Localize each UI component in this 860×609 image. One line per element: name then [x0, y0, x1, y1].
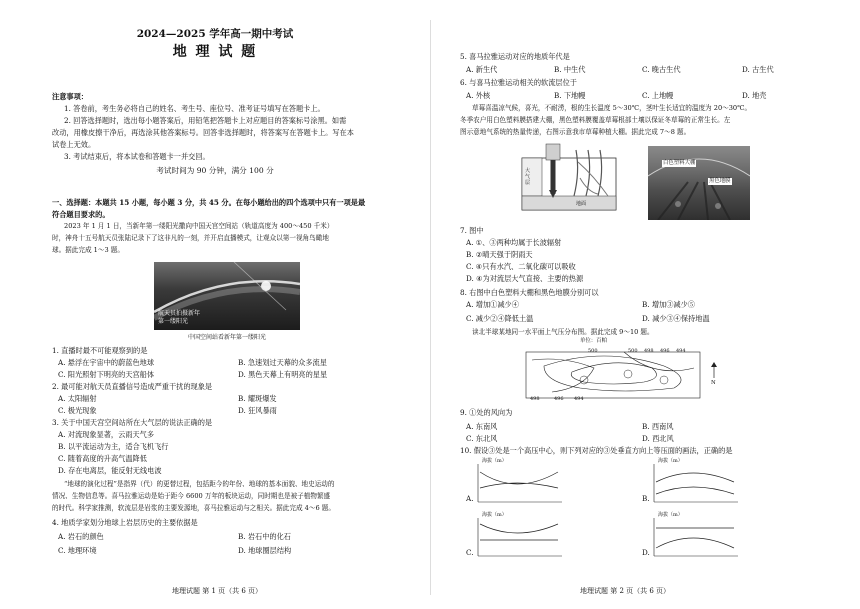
q9-option-a[interactable]: A. 东南风	[466, 422, 498, 431]
north-label: N	[711, 380, 716, 386]
q5-option-c[interactable]: C. 晚古生代	[642, 65, 681, 74]
q9-option-c[interactable]: C. 东北风	[466, 434, 498, 443]
isobar-graphic	[524, 338, 724, 402]
q9-option-b[interactable]: B. 西南风	[642, 422, 674, 431]
q9-stem: 9. ①处的风向为	[460, 408, 513, 417]
intro-3-line-3: 图示意地气系统的热量传递，右图示意我市草莓种植大棚。据此完成 7～8 题。	[460, 128, 691, 136]
q6-stem: 6. 与喜马拉雅运动相关的软流层位于	[460, 78, 577, 87]
isobar-bottom-label-3: 494	[574, 396, 584, 402]
q5-option-a[interactable]: A. 新生代	[466, 65, 498, 74]
q5-option-b[interactable]: B. 中生代	[554, 65, 586, 74]
heat-transfer-diagram	[514, 142, 622, 220]
q10-c-axis-label: 海拔（m）	[482, 512, 507, 518]
intro-1-line-2: 时，神舟十五号航天员张陆记录下了这非凡的一刻，并开启直播模式，让观众以第一视角鸟瞰地	[52, 234, 329, 242]
intro-3-line-2: 冬季农户用白色塑料膜搭建大棚，黑色塑料膜覆盖草莓根部土壤以保证冬草莓的正常生长。左	[460, 116, 731, 124]
q6-option-d[interactable]: D. 地壳	[742, 91, 767, 100]
q4-option-b[interactable]: B. 岩石中的化石	[238, 532, 291, 541]
q3-option-c[interactable]: C. 随着高度的升高气温降低	[58, 454, 147, 463]
isobar-bottom-label-1: 498	[530, 396, 540, 402]
q1-option-d[interactable]: D. 黑色天幕上有明亮的星星	[238, 370, 328, 379]
exam-year-heading: 2024—2025 学年高一期中考试	[136, 28, 294, 40]
q10-option-c[interactable]	[466, 512, 616, 560]
page-2-footer: 地理试题 第 2 页（共 6 页）	[580, 587, 671, 595]
isobar-top-label-2: 500	[628, 348, 638, 354]
q3-option-b[interactable]: B. 以平流运动为主，适合飞机飞行	[58, 442, 169, 451]
q1-option-b[interactable]: B. 急速划过天幕的众多流星	[238, 358, 327, 367]
intro-2-line-3: 的时代。科学家推测，软流层是岩浆的主要发源地，喜马拉雅运动与之相关。据此完成 4～6 题。	[52, 504, 335, 512]
section-1-line-1: 一、选择题：本题共 15 小题，每小题 3 分，共 45 分。在每小题给出的四个选项中只有一项是最	[52, 198, 366, 207]
q6-option-c[interactable]: C. 上地幔	[642, 91, 674, 100]
q7-stem: 7. 图中	[460, 226, 484, 235]
white-film-label: 白色塑料大棚	[663, 160, 696, 166]
section-1-line-2: 符合题目要求的。	[52, 210, 110, 219]
isobar-top-label-1: 500	[588, 348, 598, 354]
q1-option-c[interactable]: C. 阳光照射下明亮的天宫船体	[58, 370, 155, 379]
q10-b-letter: B.	[642, 494, 650, 503]
q6-option-b[interactable]: B. 下地幔	[554, 91, 586, 100]
q5-option-d[interactable]: D. 古生代	[742, 65, 774, 74]
q10-c-letter: C.	[466, 548, 474, 557]
greenhouse-graphic	[648, 146, 750, 220]
q10-c-graph	[466, 512, 616, 560]
q1-stem: 1. 直播时最不可能观察到的是	[52, 346, 148, 355]
q10-stem: 10. 假设③处是一个高压中心，则下列对应的③处垂直方向上等压面的画法，正确的是	[460, 446, 733, 455]
page-2	[430, 0, 860, 609]
q10-option-b[interactable]	[642, 458, 792, 506]
q10-b-axis-label: 海拔（m）	[658, 458, 683, 464]
isobar-bottom-label-2: 496	[554, 396, 564, 402]
q10-option-a[interactable]	[466, 458, 616, 506]
q8-option-b[interactable]: B. 增加③减少⑤	[642, 300, 695, 309]
notice-line-2c: 试卷上无效。	[52, 140, 96, 149]
isobar-top-label-3: 498	[644, 348, 654, 354]
q3-option-d[interactable]: D. 存在电离层，能反射无线电波	[58, 466, 162, 475]
intro-4: 读北半球某地同一水平面上气压分布图。据此完成 9～10 题。	[472, 328, 654, 336]
isobar-map	[524, 338, 724, 402]
q10-a-axis-label: 海拔（m）	[482, 458, 507, 464]
q10-b-graph	[642, 458, 792, 506]
q3-stem: 3. 关于中国天宫空间站所在大气层的说法正确的是	[52, 418, 213, 427]
space-station-photo	[154, 262, 300, 330]
q8-option-c[interactable]: C. 减少②④降低土温	[466, 314, 534, 323]
notice-line-2b: 改动，用橡皮擦干净后，再选涂其他答案标号。回答非选择题时，将答案写在答题卡上。写在本	[52, 128, 354, 137]
black-film-label: 黑色地膜	[709, 178, 731, 184]
notice-line-3: 3. 考试结束后，将本试卷和答题卡一并交回。	[64, 152, 210, 161]
intro-2-line-2: 情况、生物信息等。喜马拉雅运动是始于距今 6600 万年的板块运动，同时期也是被子植物繁盛	[52, 492, 331, 500]
intro-3-line-1: 草莓喜温凉气候，喜光，不耐涝，根的生长温度 5～30℃，茎叶生长适宜的温度为 20～30℃。	[472, 104, 752, 112]
photo-label-1: 航天员拍摄新年	[158, 310, 201, 317]
intro-1-line-1: 2023 年 1 月 1 日，当新年第一缕阳光撒向中国天宫空间站（轨道高度为 400～450 千米）	[64, 222, 334, 230]
isobar-top-label-5: 494	[676, 348, 686, 354]
q2-option-a[interactable]: A. 太阳辐射	[58, 394, 97, 403]
greenhouse-photo	[648, 146, 750, 220]
q8-option-a[interactable]: A. 增加①减少④	[466, 300, 519, 309]
q6-option-a[interactable]: A. 外核	[466, 91, 491, 100]
q8-option-d[interactable]: D. 减少③④保持地温	[642, 314, 710, 323]
notice-line-1: 1. 答卷前，考生务必将自己的姓名、考生号、座位号、准考证号填写在答题卡上。	[64, 104, 325, 113]
intro-2-line-1: “地球的演化过程”是指界（代）的更替过程，包括距今的年份、地球的基本面貌、地史运动的	[64, 480, 335, 488]
q7-option-b[interactable]: B. ②晴天强于阴雨天	[466, 250, 533, 259]
q7-option-c[interactable]: C. ④只有水汽、二氧化碳可以吸收	[466, 262, 576, 271]
q10-d-letter: D.	[642, 548, 650, 557]
q7-option-a[interactable]: A. ①、③两种均属于长波辐射	[466, 238, 562, 247]
isobar-unit: 单位：百帕	[580, 338, 607, 344]
photo-caption: 中国空间站看新年第一缕阳光	[187, 334, 266, 341]
photo-label-2: 第一缕阳光	[158, 318, 189, 325]
exam-time: 考试时间为 90 分钟，满分 100 分	[156, 166, 274, 175]
q10-d-axis-label: 海拔（m）	[658, 512, 683, 518]
q2-stem: 2. 最可能对航天员直播信号造成严重干扰的现象是	[52, 382, 213, 391]
q4-stem: 4. 地质学家划分地球上岩层历史的主要依据是	[52, 518, 198, 527]
isobar-top-label-4: 496	[660, 348, 670, 354]
q10-a-letter: A.	[466, 494, 474, 503]
q2-option-d[interactable]: D. 狂风暴雨	[238, 406, 277, 415]
q10-d-graph	[642, 512, 792, 560]
q4-option-a[interactable]: A. 岩石的颜色	[58, 532, 104, 541]
q2-option-c[interactable]: C. 极光现象	[58, 406, 97, 415]
notice-line-2a: 2. 回答选择题时，选出每小题答案后，用铅笔把答题卡上对应题目的答案标号涂黑。如需	[64, 116, 347, 125]
ground-label: 地面	[576, 201, 587, 207]
q2-option-b[interactable]: B. 耀斑爆发	[238, 394, 277, 403]
q4-option-c[interactable]: C. 地理环境	[58, 546, 97, 555]
q10-a-graph	[466, 458, 616, 506]
q1-option-a[interactable]: A. 悬浮在宇宙中的蔚蓝色地球	[58, 358, 155, 367]
q7-option-d[interactable]: D. ④为对流层大气直接、主要的热源	[466, 274, 584, 283]
q3-option-a[interactable]: A. 对流现象显著，云雨天气多	[58, 430, 155, 439]
q9-option-d[interactable]: D. 西北风	[642, 434, 674, 443]
atmosphere-label: 大气层	[525, 168, 531, 186]
q10-option-d[interactable]	[642, 512, 792, 560]
notice-heading: 注意事项：	[52, 92, 88, 101]
exam-title: 地 理 试 题	[172, 44, 258, 60]
q8-stem: 8. 右图中白色塑料大棚和黑色地膜分别可以	[460, 288, 599, 297]
q4-option-d[interactable]: D. 地球圈层结构	[238, 546, 292, 555]
intro-1-line-3: 球。据此完成 1～3 题。	[52, 246, 124, 254]
page-1-footer: 地理试题 第 1 页（共 6 页）	[172, 587, 263, 595]
q5-stem: 5. 喜马拉雅运动对应的地质年代是	[460, 52, 570, 61]
